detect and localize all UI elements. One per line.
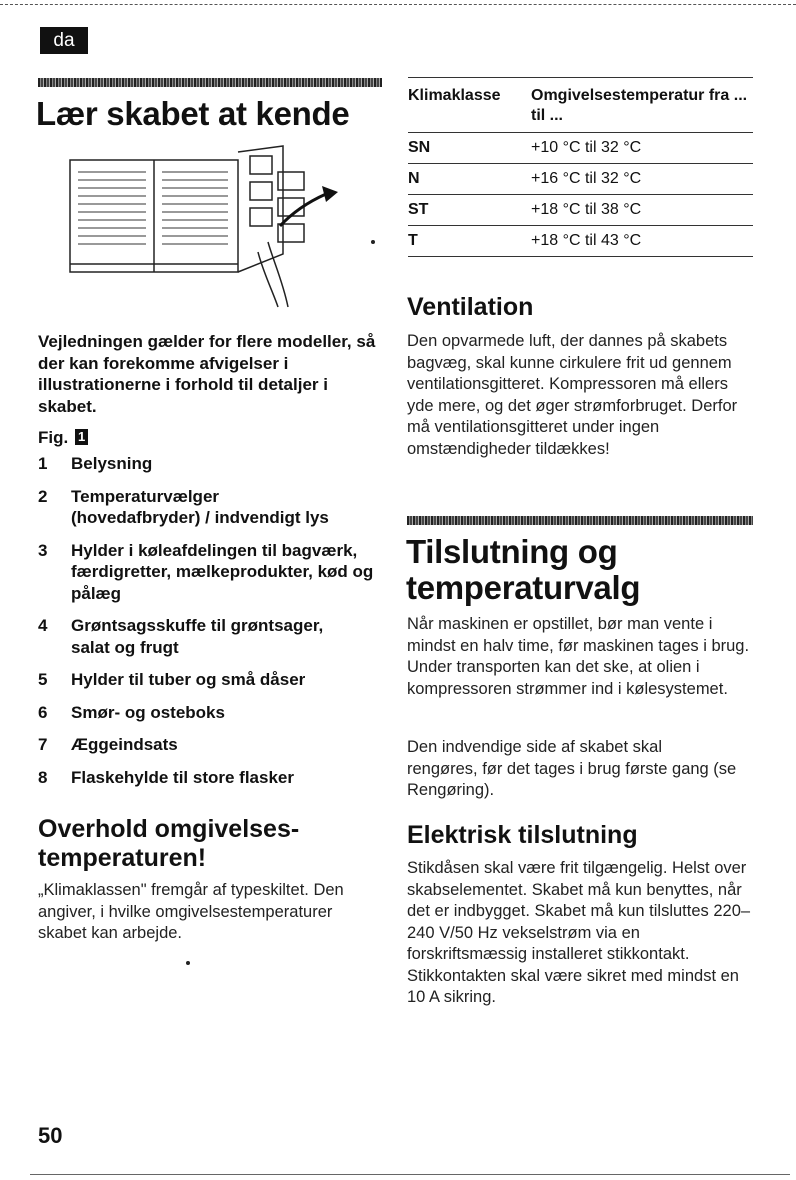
table-row: [408, 195, 753, 226]
list-item-number: 5: [38, 670, 48, 689]
top-rule: [0, 4, 796, 5]
list-item: [38, 702, 378, 724]
figure-label-text: Fig.: [38, 428, 69, 447]
page-number: 50: [38, 1123, 63, 1148]
temperature-range: +18 °C til 38 °C: [531, 201, 642, 218]
table-row: [408, 133, 753, 164]
manual-illustration: [68, 142, 358, 317]
list-item: [38, 540, 378, 605]
list-item-text: Temperaturvælger (hovedafbryder) / indvendigt lys: [71, 486, 329, 527]
figure-number: 1: [75, 429, 88, 445]
climate-class: SN: [408, 139, 431, 156]
intro-text: Vejledningen gælder for flere modeller, så der kan forekomme afvigelser i illustrationerne i forhold til detaljer i skabet.: [38, 332, 376, 416]
list-item: [38, 734, 378, 756]
env-text: „Klimaklassen" fremgår af typeskiltet. Den angiver, i hvilke omgivelsestemperaturer skabet kan arbejde.: [38, 881, 344, 942]
list-item: [38, 669, 378, 691]
section-rule: [38, 78, 382, 87]
ventilation-text: Den opvarmede luft, der dannes på skabets bagvæg, skal kunne cirkulere frit ud gennem ventilationsgitteret. Kompressoren må ellers yde mere, og det øger strømforbruget. Derfor må ventilationsgitteret under ingen omstændigheder tildækkes!: [407, 332, 738, 458]
list-item-text: Hylder til tuber og små dåser: [71, 670, 306, 689]
climate-class: N: [408, 170, 420, 187]
list-item-text: Grøntsagsskuffe til grøntsager, salat og frugt: [71, 616, 324, 657]
bottom-rule: [30, 1174, 790, 1175]
climate-class: ST: [408, 201, 429, 218]
table-header: Omgivelsestemperatur fra ... til ...: [531, 87, 748, 124]
electrical-text: Stikdåsen skal være frit tilgængelig. Helst over skabselementet. Skabet må kun benyttes, når det er indbygget. Skabet må kun tilsluttes 220–240 V/50 Hz vekselstrøm via en forskriftsmæssig installeret stikkontakt. Stikkontakten skal være sikret med mindst en 10 A sikring.: [407, 859, 751, 1006]
list-item-number: 6: [38, 702, 48, 722]
list-item: [38, 615, 378, 658]
connection-text-1: Når maskinen er opstillet, bør man vente i mindst en halv time, før maskinen tages i brug. Under transporten kan det ske, at olien i kompressoren strømmer ind i kølesystemet.: [407, 615, 750, 698]
table-row: [408, 226, 753, 257]
section-rule: [407, 516, 753, 525]
ventilation-heading: Ventilation: [407, 293, 534, 321]
list-item-text: Smør- og osteboks: [71, 702, 225, 722]
list-item-number: 3: [38, 540, 48, 560]
table-header-row: [408, 77, 753, 133]
climate-class: T: [408, 232, 418, 249]
list-item-number: 4: [38, 616, 48, 635]
table-header: Klimaklasse: [408, 87, 501, 104]
parts-list: [38, 453, 378, 788]
list-item: [38, 486, 378, 529]
speck: [371, 240, 375, 244]
list-item: [38, 767, 378, 789]
electrical-heading: Elektrisk tilslutning: [407, 821, 638, 849]
list-item-number: 1: [38, 454, 48, 473]
temperature-range: +10 °C til 32 °C: [531, 139, 642, 156]
temperature-range: +18 °C til 43 °C: [531, 232, 642, 249]
list-item-text: Hylder i køleafdelingen til bagværk, færdigretter, mælkeprodukter, kød og pålæg: [71, 540, 374, 603]
connection-title: Tilslutning og temperaturvalg: [406, 533, 641, 606]
climate-table: [408, 77, 753, 257]
section-title: Lær skabet at kende: [36, 95, 350, 132]
temperature-range: +16 °C til 32 °C: [531, 170, 642, 187]
figure-label: [38, 427, 88, 449]
language-badge: da: [40, 27, 88, 54]
list-item-text: Belysning: [71, 454, 153, 473]
speck: [186, 961, 190, 965]
list-item-number: 7: [38, 735, 48, 754]
list-item-number: 2: [38, 486, 48, 506]
list-item: [38, 453, 378, 475]
table-row: [408, 164, 753, 195]
env-heading: Overhold omgivelses-temperaturen!: [38, 815, 300, 872]
list-item-text: Æggeindsats: [71, 735, 178, 754]
connection-text-2: Den indvendige side af skabet skal rengøres, før det tages i brug første gang (se Rengøring).: [407, 738, 737, 799]
list-item-text: Flaskehylde til store flasker: [71, 767, 294, 787]
list-item-number: 8: [38, 767, 48, 787]
